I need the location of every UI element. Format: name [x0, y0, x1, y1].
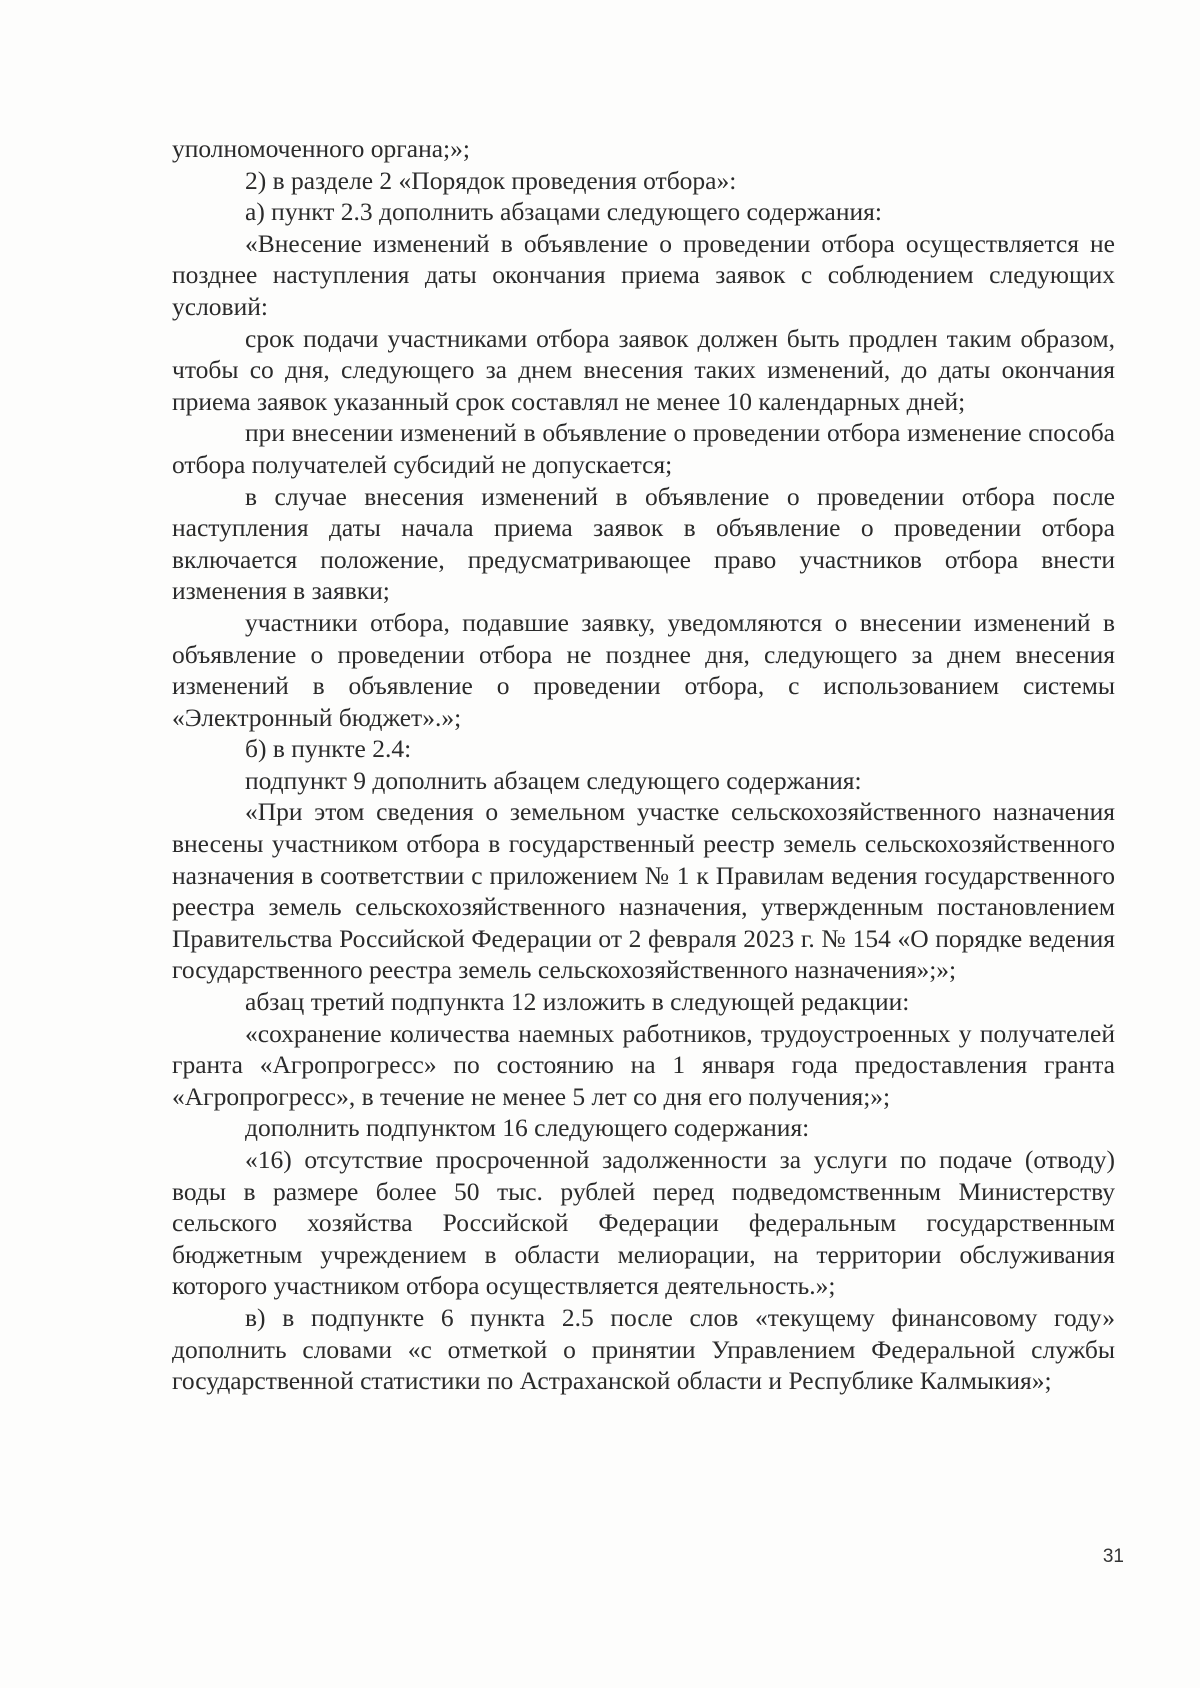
paragraph-continuation: уполномоченного органа;»; [172, 134, 470, 163]
paragraph-section-2: 2) в разделе 2 «Порядок проведения отбора»: [245, 165, 737, 195]
paragraph-notification: участники отбора, подавшие заявку, уведомляются о внесении изменений в объявление о проведении отбора не позднее дня, следующего за днем внесения изменений в объявление о проведении отбора, с использованием системы «Электронный бюджет».»; [172, 607, 1115, 732]
document-body [172, 133, 1115, 1397]
paragraph-subitem-16: дополнить подпунктом 16 следующего содержания: [245, 1113, 810, 1143]
paragraph-right-to-amend: в случае внесения изменений в объявление о проведении отбора после наступления даты начала приема заявок в объявление о проведении отбора включается положение, предусматривающее право участников отбора внести изменения в заявки; [172, 481, 1115, 606]
paragraph-method-change: при внесении изменений в объявление о проведении отбора изменение способа отбора получателей субсидий не допускается; [172, 418, 1115, 479]
paragraph-amendment-intro: «Внесение изменений в объявление о проведении отбора осуществляется не позднее наступления даты окончания приема заявок с соблюдением следующих условий: [172, 228, 1115, 321]
paragraph-land-registry: «При этом сведения о земельном участке сельскохозяйственного назначения внесены участником отбора в государственный реестр земель сельскохозяйственного назначения в соответствии с приложением № 1 к Правилам ведения государственного реестра земель сельскохозяйственного назначения, утвержденным постановлением Правительства Российской Федерации от 2 февраля 2023 г. № 154 «О порядке ведения государственного реестра земель сельскохозяйственного назначения»;»; [172, 797, 1115, 985]
paragraph-water-debt: «16) отсутствие просроченной задолженности за услуги по подаче (отводу) воды в размере более 50 тыс. рублей перед подведомственным Министерству сельского хозяйства Российской Федерации федеральным государственным бюджетным учреждением в области мелиорации, на территории обслуживания которого участником отбора осуществляется деятельность.»; [172, 1145, 1115, 1301]
paragraph-item-v: в) в подпункте 6 пункта 2.5 после слов «текущему финансовому году» дополнить словами «с отметкой о принятии Управлением Федеральной службы государственной статистики по Астраханской области и Республике Калмыкия»; [172, 1302, 1115, 1396]
paragraph-deadline-extension: срок подачи участниками отбора заявок должен быть продлен таким образом, чтобы со дня, следующего за днем внесения таких изменений, до даты окончания приема заявок указанный срок составлял не менее 10 календарных дней; [172, 323, 1115, 416]
paragraph-subitem-9: подпункт 9 дополнить абзацем следующего содержания: [245, 765, 862, 795]
paragraph-item-a: а) пункт 2.3 дополнить абзацами следующего содержания: [245, 197, 882, 227]
page-number: 31 [1102, 1546, 1124, 1567]
paragraph-item-b: б) в пункте 2.4: [245, 734, 412, 764]
paragraph-employees: «сохранение количества наемных работников, трудоустроенных у получателей гранта «Агропрогресс» по состоянию на 1 января года предоставления гранта «Агропрогресс», в течение не менее 5 лет со дня его получения;»; [172, 1018, 1115, 1111]
paragraph-subitem-12: абзац третий подпункта 12 изложить в следующей редакции: [245, 987, 910, 1017]
